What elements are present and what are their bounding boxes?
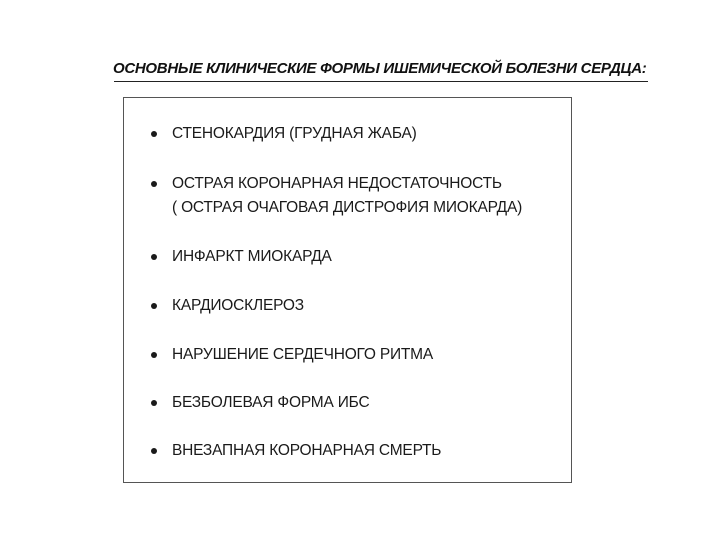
list-item-line: ( ОСТРАЯ ОЧАГОВАЯ ДИСТРОФИЯ МИОКАРДА): [172, 199, 523, 216]
list-item-text: [172, 172, 522, 220]
list-item-text: [172, 343, 433, 367]
list-item-painless-form: [124, 391, 564, 415]
list-item-line: ОСТРАЯ КОРОНАРНАЯ НЕДОСТАТОЧНОСТЬ: [172, 175, 502, 192]
list-item-acute-coronary-insufficiency: [124, 172, 564, 220]
bullet-icon: [151, 254, 157, 260]
list-item-line: ИНФАРКТ МИОКАРДА: [172, 248, 332, 265]
list-item-line: КАРДИОСКЛЕРОЗ: [172, 297, 304, 314]
bullet-icon: [151, 303, 157, 309]
list-item-sudden-coronary-death: [124, 439, 564, 463]
list-item-myocardial-infarction: [124, 245, 564, 269]
list-item-text: [172, 391, 369, 415]
list-item-text: [172, 294, 304, 318]
list-item-cardiosclerosis: [124, 294, 564, 318]
page-title: ОСНОВНЫЕ КЛИНИЧЕСКИЕ ФОРМЫ ИШЕМИЧЕСКОЙ БОЛЕЗНИ СЕРДЦА:: [113, 60, 647, 77]
list-item-line: НАРУШЕНИЕ СЕРДЕЧНОГО РИТМА: [172, 346, 434, 363]
bullet-icon: [151, 181, 157, 187]
list-item-line: ВНЕЗАПНАЯ КОРОНАРНАЯ СМЕРТЬ: [172, 442, 442, 459]
list-item-angina: [124, 122, 564, 146]
bullet-icon: [151, 448, 157, 454]
list-item-text: [172, 122, 417, 146]
bullet-icon: [151, 400, 157, 406]
list-item-rhythm-disorder: [124, 343, 564, 367]
list-item-text: [172, 439, 441, 463]
list-item-line: БЕЗБОЛЕВАЯ ФОРМА ИБС: [172, 394, 370, 411]
forms-list-box: [123, 97, 572, 483]
bullet-icon: [151, 131, 157, 137]
bullet-icon: [151, 352, 157, 358]
title-underline: [114, 81, 648, 82]
list-item-line: СТЕНОКАРДИЯ (ГРУДНАЯ ЖАБА): [172, 125, 417, 142]
list-item-text: [172, 245, 332, 269]
